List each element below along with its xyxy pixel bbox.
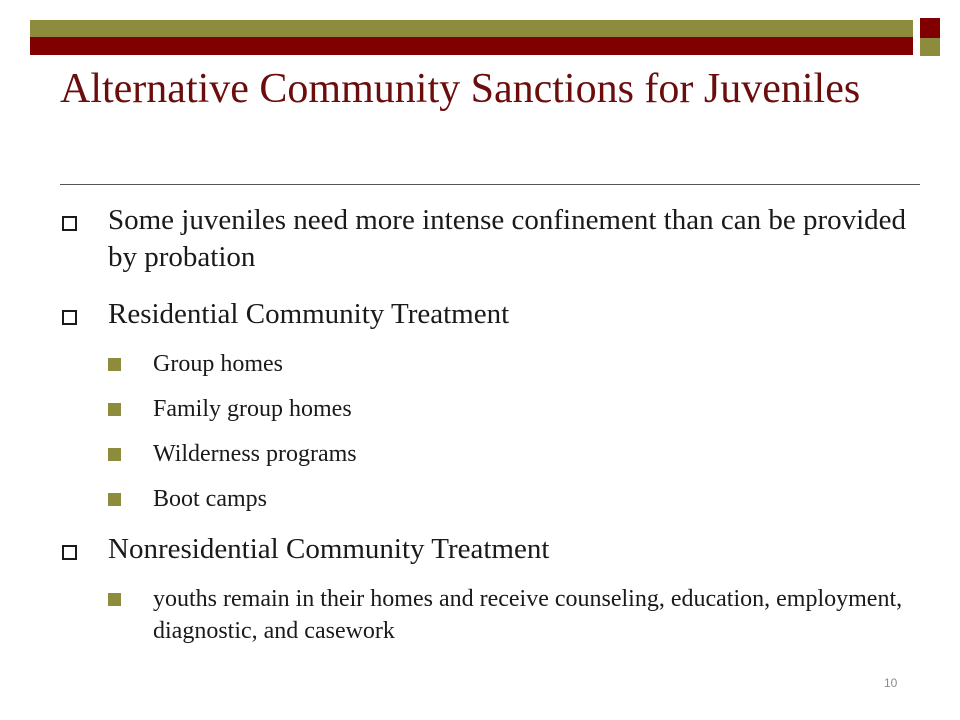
bullet-text: Family group homes: [153, 396, 352, 422]
filled-square-bullet-icon: [108, 403, 121, 416]
filled-square-bullet-icon: [108, 493, 121, 506]
filled-square-bullet-icon: [108, 358, 121, 371]
hollow-square-bullet-icon: [62, 545, 77, 560]
filled-square-bullet-icon: [108, 593, 121, 606]
filled-square-bullet-icon: [108, 448, 121, 461]
bullet-text: youths remain in their homes and receive counseling, education, employment, diagnostic, and casework: [153, 586, 903, 644]
slide-title: Alternative Community Sanctions for Juveniles: [60, 66, 861, 112]
bullet-text: Nonresidential Community Treatment: [108, 533, 550, 565]
hollow-square-bullet-icon: [62, 216, 77, 231]
bullet-text: Group homes: [153, 351, 283, 377]
bullet-text: Residential Community Treatment: [108, 298, 510, 330]
bullet-text: Wilderness programs: [153, 441, 357, 467]
bullet-text: Boot camps: [153, 486, 267, 512]
bullet-text: Some juveniles need more intense confinement than can be provided by probation: [108, 204, 907, 273]
hollow-square-bullet-icon: [62, 310, 77, 325]
page-number: 10: [884, 676, 898, 690]
